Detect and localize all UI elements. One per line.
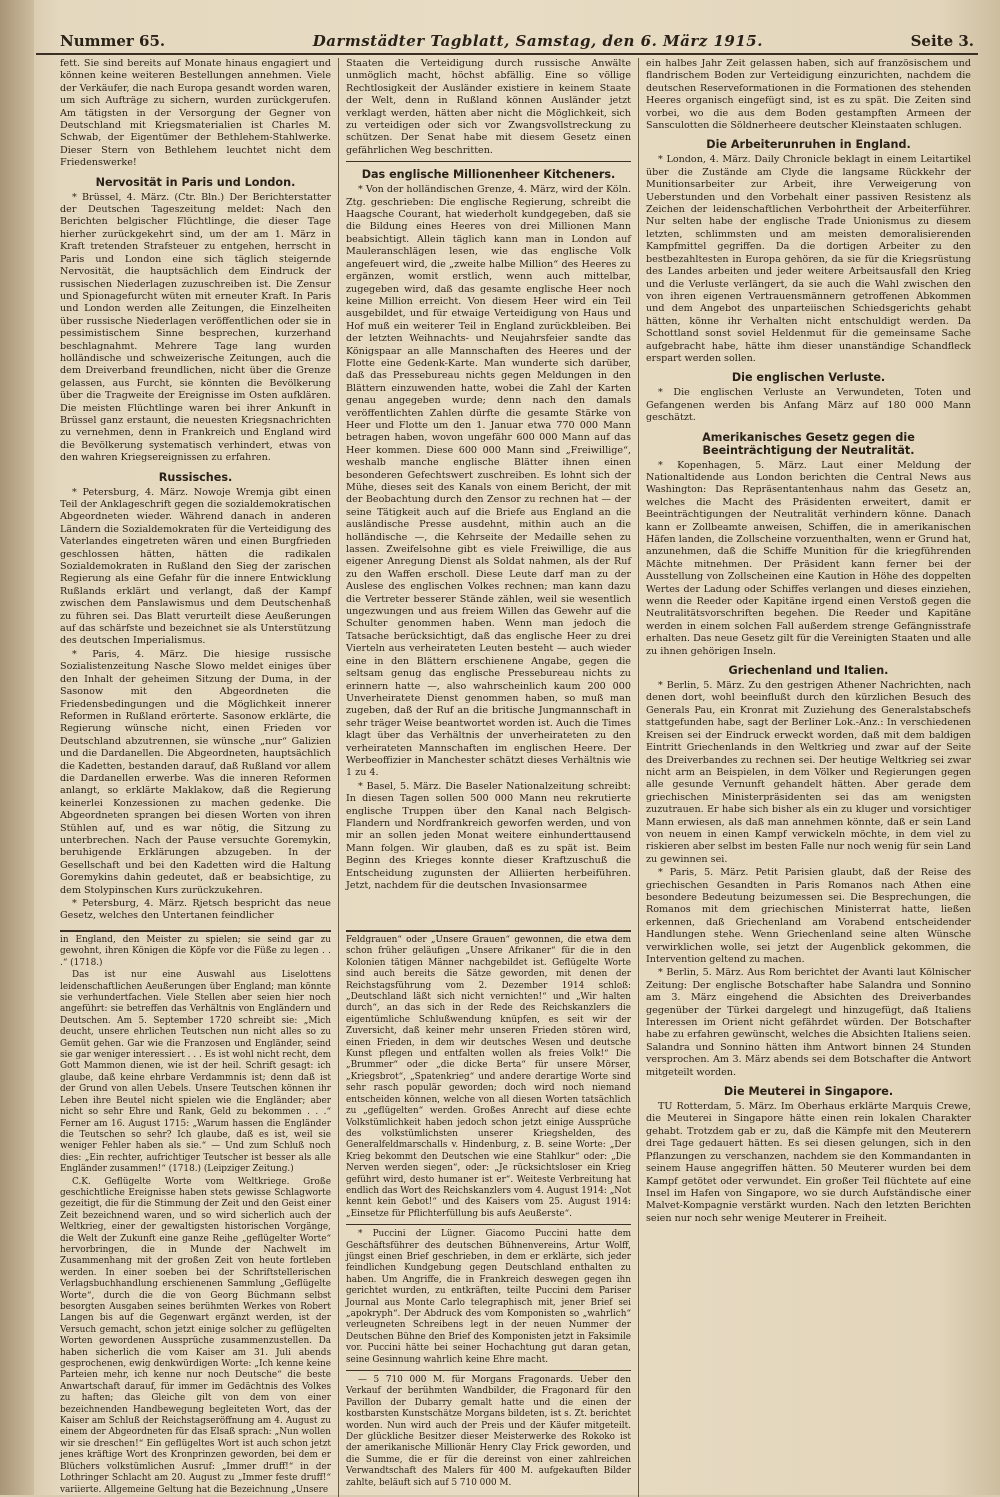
article-continuation: ein halbes Jahr Zeit gelassen haben, sich auf französischem und flandrischem Boden zur Verteidigung einzurichten, nachdem die deutschen Reserveformationen in die Formationen des stehenden Heeres organisch eingefügt sind, ist es zu spät. Die Zeiten sind vorbei, wo die aus dem Boden gestampften Armeen der Sansculotten die Söldnerheere deutscher Kleinstaaten schlugen. xyxy=(646,58,971,132)
divider xyxy=(346,1224,631,1225)
headline-arbeiterunruhen: Die Arbeiterunruhen in England. xyxy=(706,138,911,152)
article-continuation: Staaten die Verteidigung durch russische Anwälte unmöglich macht, höchst abfällig. Eine so völlige Rechtlosigkeit der Ausländer existiere in keinem Staate der Welt, denn in Rußland können Ausländer jetzt verklagt werden, hätten aber nicht die Möglichkeit, sich zu verteidigen oder sich vor Zwangsvollstreckung zu schützen. Der Senat habe mit diesem Gesetz einen gefährlichen Weg beschritten. xyxy=(346,58,631,156)
headline-millionenheer: Das englische Millionenheer Kitcheners. xyxy=(361,168,616,182)
article-continuation: fett. Sie sind bereits auf Monate hinaus engagiert und können keine weiteren Bestellungen annehmen. Viele der Verkäufer, die nach Europa gesandt worden waren, um sich Aufträge zu sichern, wurden zurückgerufen. Am tätigsten in der Versorgung der Gegner von Deutschland mit Kriegsmaterialien ist Charles M. Schwab, der Eigentümer der Bethlehem-Stahlwerke. Dieser Stern von Bethlehem leuchtet nicht dem Friedenswerke! xyxy=(60,58,331,169)
column-2-upper xyxy=(346,58,631,928)
article-paragraph: * Petersburg, 4. März. Nowoje Wremja gibt einen Teil der Anklageschrift gegen die sozialdemokratischen Abgeordneten wieder. Während danach in anderen Ländern die Sozialdemokraten für die Verteidigung des Vaterlandes eingetreten wären und einen Burgfrieden geschlossen hätten, hätten die radikalen Sozialdemokraten in Rußland den Sieg der zarischen Regierung als eine Gefahr für die innere Entwicklung Rußlands erklärt und verlangt, daß der Kampf zwischen dem Panslawismus und dem Deutschenhaß zu führen sei. Das Blatt verurteilt diese Aeußerungen auf das schärfste und bezeichnet sie als Unterstützung des deutschen Imperialismus. xyxy=(60,486,331,647)
article-paragraph: * Basel, 5. März. Die Baseler Nationalzeitung schreibt: In diesen Tagen sollen 500 000 Mann neu rekrutierte englische Truppen über den Kanal nach Belgisch-Flandern und Nordfrankreich geworfen werden, und von mir an sollen jeden Monat weitere einhunderttausend Mann folgen. Wir glauben, daß es zu spät ist. Beim Beginn des Krieges konnte dieser Kraftzuschuß die Entscheidung zugunsten der Alliierten herbeiführen. Jetzt, nachdem für die deutschen Invasionsarmee xyxy=(346,780,631,891)
article-paragraph: TU Rotterdam, 5. März. Im Oberhaus erklärte Marquis Crewe, die Meuterei in Singapore hätte einen rein lokalen Charakter gehabt. Trotzdem gab er zu, daß die Kämpfe mit den Meuterern drei Tage gedauert hätten. Es sei diesen gelungen, sich in den Pflanzungen zu verschanzen, nachdem sie den Kommandanten in seinem Hause angegriffen hätten. 50 Meuterer wurden bei dem Kampf getötet oder verwundet. Ein großer Teil flüchtete auf eine Insel im Hafen von Singapore, wo sie durch Aufständische einer Malvet-Kompagnie verstärkt wurden. Nach den letzten Berichten seien nur noch sehr wenige Meuterer in Freiheit. xyxy=(646,1101,971,1224)
headline-verluste: Die englischen Verluste. xyxy=(731,371,886,385)
feuilleton-left xyxy=(60,930,331,1496)
column-1-upper xyxy=(60,58,331,928)
column-1 xyxy=(36,58,338,1497)
article-paragraph: * Paris, 5. März. Petit Parisien glaubt, daß der Reise des griechischen Gesandten in Paris Romanos nach Athen eine besondere Bedeutung beizumessen sei. Die Besprechungen, die Romanos mit dem griechischen Ministerrat hatte, ließen erkennen, daß Griechenland am Vorabend entscheidender Handlungen stehe. Wenn Griechenland seine alten Wünsche verwirklichen wolle, sei jetzt der Augenblick gekommen, die Intervention geltend zu machen. xyxy=(646,867,971,965)
article-paragraph: * Berlin, 5. März. Aus Rom berichtet der Avanti laut Kölnischer Zeitung: Der englische Botschafter habe Salandra und Sonnino am 3. März eingehend die Absichten des Dreiverbandes gegenüber der Türkei dargelegt und hinzugefügt, daß Italiens Interessen im Orient nicht gefährdet würden. Der Botschafter habe zu erfahren gewünscht, welches die Absichten Italiens seien. Salandra und Sonnino hätten ihm Antwort binnen 24 Stunden versprochen. Am 3. März abends sei dem Botschafter die Antwort mitgeteilt worden. xyxy=(646,967,971,1078)
article-paragraph: * Brüssel, 4. März. (Ctr. Bln.) Der Berichterstatter der Deutschen Tageszeitung meldet: Nach den Berichten belgischer Flüchtlinge, die dieser Tage hierher zurückgekehrt sind, um der am 1. März in Kraft tretenden Strafsteuer zu entgehen, herrscht in Paris und London eine sich täglich steigernde Nervosität, die hauptsächlich dem Eindruck der russischen Niederlagen zuzuschreiben ist. Die Zensur und Spionagefurcht wüten mit erneuter Kraft. In Paris und London werden alle Zeitungen, die Einzelheiten über russische Niederlagen veröffentlichen oder sie in pessimistischem Sinne besprechen, kurzerhand beschlagnahmt. Mehrere Tage lang wurden holländische und schweizerische Zeitungen, auch die dem Dreiverband freundlichen, nicht über die Grenze gelassen, aus Furcht, sie könnten die Bevölkerung über die Tragweite der Ereignisse im Osten aufklären. Die meisten Flüchtlinge waren bei ihrer Ankunft in Brüssel ganz erstaunt, die neuesten Kriegsnachrichten zu vernehmen, denn in Frankreich und England wird die Bevölkerung systematisch verhindert, etwas von den wahren Kriegsereignissen zu erfahren. xyxy=(60,191,331,464)
divider xyxy=(346,1370,631,1371)
article-paragraph: * Die englischen Verluste an Verwundeten, Toten und Gefangenen werden bis Anfang März auf 180 000 Mann geschätzt. xyxy=(646,387,971,424)
feuilleton-paragraph: Feldgrauen“ oder „Unsere Grauen“ gewonnen, die etwa dem schon früher geläufigen „Unsere Afrikaner“ für die in den Kolonien tätigen Männer nachgebildet ist. Geflügelte Worte sind auch bereits die Sätze geworden, mit denen der Reichstagsführung vom 2. Dezember 1914 schloß: „Deutschland läßt sich nicht vernichten!“ und „Wir halten durch“, an das sich in der Rede des Reichskanzlers die eigentümliche Schlußwendung knüpfen, es seit wir der Zuversicht, daß keiner mehr unseren Frieden stören wird, einen Frieden, in dem wir deutsches Wesen und deutsche Kunst pflegen und entfalten wollen als freies Volk!“ Die „Brummer“ oder „die dicke Berta“ für unsere Mörser, „Kriegsbrot“, „Spatenkrieg“ und andere derartige Worte sind sehr rasch populär geworden; doch wird noch niemand entscheiden können, welche von all diesen Worten tatsächlich zu „geflügelten“ werden. Großes Anrecht auf diese echte Volkstümlichkeit haben jedoch schon jetzt einige Aussprüche des volkstümlichsten unserer Kriegshelden, des Generalfeldmarschalls v. Hindenburg, z. B. seine Worte: „Der Krieg bekommt den Deutschen wie eine Stahlkur“ oder: „Die Nerven werden siegen“, oder: „Je rücksichtsloser ein Krieg geführt wird, desto humaner ist er“. Weiteste Verbreitung hat endlich das Wort des Reichskanzlers vom 4. August 1914: „Not kennt kein Gebot!“ und des Kaisers vom 25. August 1914: „Einsetze für Pflichterfüllung bis aufs Aeußerste“. xyxy=(346,935,631,1219)
column-grid xyxy=(36,58,978,1497)
feuilleton-paragraph: in England, den Meister zu spielen; sie seind gar zu gewohnt, ihren Königen die Köpfe vor die Füße zu legen . . .“ (1718.) xyxy=(60,935,331,968)
page-number: Seite 3. xyxy=(910,32,974,50)
divider xyxy=(346,161,631,162)
article-paragraph: * Petersburg, 4. März. Rjetsch bespricht das neue Gesetz, welches den Untertanen feindlicher xyxy=(60,898,331,922)
headline-griechenland-italien: Griechenland und Italien. xyxy=(728,664,889,678)
column-3 xyxy=(638,58,978,1497)
column-2 xyxy=(338,58,638,1497)
feuilleton-paragraph: * Puccini der Lügner. Giacomo Puccini hatte dem Geschäftsführer des deutschen Bühnenvereins, Artur Wolff, jüngst einen Brief geschrieben, in dem er erklärte, sich jeder feindlichen Kundgebung gegen Deutschland enthalten zu haben. Um Angriffe, die in Frankreich deswegen gegen ihn gerichtet wurden, zu entkräften, teilte Puccini dem Pariser Journal aus Monte Carlo telegraphisch mit, jener Brief sei „apokryph“. Der Abdruck des vom Komponisten so „wahrlich“ verleugneten Schreibens legt in der neuen Nummer der Deutschen Bühne den Brief des Komponisten jetzt in Faksimile vor. Puccini hätte bei seiner Hochachtung gut daran getan, seine Gesinnung wahrlich keine Ehre macht. xyxy=(346,1229,631,1365)
article-paragraph: * Paris, 4. März. Die hiesige russische Sozialistenzeitung Nasche Slowo meldet einiges über den Inhalt der geheimen Sitzung der Duma, in der Sasonow mit den Abgeordneten die Friedensbedingungen und die Möglichkeit innerer Reformen in Rußland erörterte. Sasonow erklärte, die Regierung wünsche nicht, einen Frieden vor Deutschland abzutrennen, sie wünsche „nur“ Galizien und die Dardanellen. Die Abgeordneten, hauptsächlich die Kadetten, bestanden darauf, daß Rußland vor allem die Dardanellen erwerbe. Was die inneren Reformen anlangt, so erklärte Maklakow, daß die Regierung keinerlei Konzessionen zu machen gedenke. Die Abgeordneten sprangen bei diesen Worten von ihren Stühlen auf, und es war nötig, die Sitzung zu unterbrechen. Nach der Pause versuchte Goremykin, beruhigende Erklärungen abzugeben. In der Gesellschaft und bei den Kadetten wird die Haltung Goremykins dahin gedeutet, daß er beabsichtige, zu dem Stolypinschen Kurs zurückzukehren. xyxy=(60,648,331,896)
feuilleton-paragraph: — 5 710 000 M. für Morgans Fragonards. Ueber den Verkauf der berühmten Wandbilder, die Fragonard für den Pavillon der Dubarry gemalt hatte und die einen der kostbarsten Kunstschätze Morgans bildeten, ist s. Zt. berichtet worden. Nun wird auch der Preis und der Käufer mitgeteilt. Der glückliche Besitzer dieser Meisterwerke des Rokoko ist der amerikanische Millionär Henry Clay Frick geworden, und die Summe, die er für die dereinst von einer zahlreichen Verwandtschaft des Malers für 400 M. aufgekauften Bilder zahlte, beläuft sich auf 5 710 000 M. xyxy=(346,1375,631,1488)
headline-russisches: Russisches. xyxy=(158,470,233,484)
article-paragraph: * Berlin, 5. März. Zu den gestrigen Athener Nachrichten, nach denen dort, wohl beeinflußt durch den kürzlichen Besuch des Generals Pau, ein Kronrat mit Zuziehung des Generalstabschefs stattgefunden habe, sagt der Berliner Lok.-Anz.: In verschiedenen Kreisen sei der Eindruck erweckt worden, daß mit dem baldigen Eintritt Griechenlands in den Weltkrieg und zwar auf der Seite des Dreiverbandes zu rechnen sei. Der heutige Weltkrieg sei zwar nicht arm an Beispielen, in dem Völker und Regierungen gegen alle gesunde Vernunft gehandelt hätten. Aber gerade dem griechischen Ministerpräsidenten sei das am wenigsten zuzutrauen. Er habe sich bisher als ein zu kluger und vorsichtiger Mann erwiesen, als daß man annehmen könnte, daß er sein Land von neuem in einen Kampf verwickeln möchte, in dem viel zu riskieren aber selbst im besten Falle nur noch wenig für sein Land zu gewinnen sei. xyxy=(646,680,971,865)
headline-amerikanisches-gesetz: Amerikanisches Gesetz gegen die Beeinträchtigung der Neutralität. xyxy=(702,430,915,457)
article-paragraph: * London, 4. März. Daily Chronicle beklagt in einem Leitartikel über die Zustände am Clyde die langsame Rückkehr der Munitionsarbeiter zur Arbeit, ihre Verweigerung von Ueberstunden und den Vorbehalt einer passiven Resistenz als Zeichen der leidenschaftlichen Verbohrtheit der Arbeiterführer. Nur selten habe der englische Trade Unionismus zu diesem letzten, schlimmsten und am meisten demoralisierenden Kampfmittel gegriffen. Da die dortigen Arbeiter zu den bestbezahltesten in Europa gehören, da sie für die Kriegsrüstung des Landes arbeiten und jeder weitere Arbeitsausfall den Krieg und die Verluste verlängert, da sie auch die Wahl zwischen den von ihren eigenen Vertrauensmännern getroffenen Abkommen und dem Angebot des unparteiischen Schiedsgerichts gehabt hätten, könne ihr Verhalten nicht entschuldigt werden. Da Schottland sonst soviel Heldenmut für die gemeinsame Sache aufgebracht habe, hätte ihm dieser unanständige Schandfleck erspart werden sollen. xyxy=(646,154,971,364)
headline-meuterei-singapore: Die Meuterei in Singapore. xyxy=(723,1085,894,1099)
feuilleton-paragraph: Das ist nur eine Auswahl aus Liselottens leidenschaftlichen Aeußerungen über England; man könnte sie verhundertfachen. Viele Stellen aber seien hier noch angeführt: sie betreffen das Verhältnis von Engländern und Deutschen. Am 5. September 1720 schreibt sie: „Mich deucht, unsere ehrlichen Teutschen nun nicht alles so zu Gemüt gehen. Gar wie die Franzosen und Engländer, seind sie gar weniger interessiert . . . Es ist wohl nicht recht, dem Gott Mammon dienen, wie ist der heil. Schrift gesagt: ich glaube, daß keine ehrbare Verdammnis ist; denn daß ist der Grund von allen Uebels. Unsere Teutschen können ihr Leben ihre Beutel nicht spielen wie die Engländer; aber nicht so sehr Ehre und Rank, Geld zu bekommen . . .“ Ferner am 16. August 1715: „Warum hassen die Engländer die Teutschen so sehr? Ich glaube, daß es ist, weil sie weniger Fehler haben als sie.“ — Und zum Schluß noch dies: „Ein rechter, aufrichtiger Teutscher ist besser als alle Engländer zusammen!“ (1718.) (Leipziger Zeitung.) xyxy=(60,970,331,1175)
article-paragraph: * Von der holländischen Grenze, 4. März, wird der Köln. Ztg. geschrieben: Die englische Regierung, schreibt die Haagsche Courant, hat wiederholt kundgegeben, daß sie die Bildung eines Heeres von drei Millionen Mann beabsichtigt. Allein täglich kann man in London auf Mauleranschlägen lesen, wie das englische Volk angefeuert wird, die „zweite halbe Million“ des Heeres zu ergänzen, womit erstlich, wenn auch mittelbar, zugegeben wird, daß das gesamte englische Heer noch keine Million erreicht. Von diesem Heer wird ein Teil ausgebildet, und für etwaige Verteidigung von Haus und Hof muß ein weiterer Teil in England zurückbleiben. Bei der letzten Weihnachts- und Neujahrsfeier sandte das Königspaar an alle Mannschaften des Heeres und der Flotte eine Gedenk-Karte. Man wunderte sich darüber, daß das Pressebureau nichts gegen Meldungen in den Blättern einzuwenden hatte, wobei die Zahl der Karten genau angegeben wurde; denn nach den damals veröffentlichten Zahlen dürfte die gesamte Stärke von Heer und Flotte um den 1. Januar etwa 770 000 Mann betragen haben, wovon ungefähr 600 000 Mann auf das Heer kommen. Diese 600 000 Mann sind „Freiwillige“, weshalb manche englische Blätter ihnen einen besonderen Gefechtswert zuschreiben. Es lohnt sich der Mühe, dieses seit des Kanals von einem Bericht, der mit der Beobachtung durch den Zensor zu rechnen hat — der seine Tätigkeit auch auf die Briefe aus England an die ausländische Presse ausdehnt, mithin auch an die holländische —, die Kehrseite der Medaille sehen zu lassen. Zweifelsohne gibt es viele Freiwillige, die aus eigener Anregung Dienst als Soldat nahmen, als der Ruf zu den Waffen erscholl. Diese Leute darf man zu der Auslese des englischen Volkes rechnen; man kann dazu die Vertreter besserer Stände zählen, weil sie wesentlich ungezwungen und aus freiem Willen das Gewehr auf die Schulter genommen haben. Wenn man jedoch die Tatsache berücksichtigt, daß das englische Heer zu drei Vierteln aus verheirateten Leuten besteht — auch wieder eine in den Blättern erschienene Angabe, gegen die seltsam genug das englische Pressebureau nichts zu erinnern hatte —, also wahrscheinlich kaum 200 000 Unverheiratete Dienst genommen haben, so muß man zugeben, daß der Ruf an die britische Jungmannschaft in sehr träger Weise beantwortet worden ist. Auch die Times klagt über das Verhältnis der unverheirateten zu den verheirateten Mannschaften im englischen Heere. Der Werbeoffizier in Manchester schätzt dieses Verhältnis wie 1 zu 4. xyxy=(346,184,631,779)
article-paragraph: * Kopenhagen, 5. März. Laut einer Meldung der Nationaltidende aus London berichten die Central News aus Washington: Das Repräsentantenhaus nahm das Gesetz an, welches die Macht des Präsidenten erweitert, damit er Beeinträchtigungen der Neutralität verhindern könne. Danach kann er Zollbeamte anweisen, Schiffen, die in amerikanischen Häfen landen, die Zollscheine vorzuenthalten, wenn er Grund hat, anzunehmen, daß die Schiffe Munition für die kriegführenden Mächte mitnehmen. Der Präsident kann ferner bei der Ausstellung von Zollscheinen eine Kaution in Höhe des doppelten Wertes der Ladung oder Schiffes verlangen und dieses einziehen, wenn die Reeder oder Kapitäne irgend einen Verstoß gegen die Neutralitätsvorschriften begehen. Die Reeder und Kapitäne werden in einem solchen Fall außerdem strenge Gefängnisstrafe erhalten. Das neue Gesetz gilt für die Vereinigten Staaten und alle zu ihnen gehörigen Inseln. xyxy=(646,459,971,657)
feuilleton-paragraph: C.K. Geflügelte Worte vom Weltkriege. Große geschichtliche Ereignisse haben stets gewisse Schlagworte gezeitigt, die für die Stimmung der Zeit und den Geist einer Zeit bezeichnend waren, und so wird sicherlich auch der Weltkrieg, einer der gewaltigsten historischen Vorgänge, die Welt der Zukunft eine ganze Reihe „geflügelter Worte“ hervorbringen, die in Munde der Nachwelt im Zusammenhang mit der großen Zeit von heute fortleben werden. In einer soeben bei der Schriftstellerischen Verlagsbuchhandlung erschienenen Sammlung „Geflügelte Worte“, durch die die von Georg Büchmann selbst besorgten Ausgaben seines berühmten Werkes von Robert Langen bis auf die Gegenwart ergänzt werden, ist der Versuch gemacht, schon jetzt einige solcher zu geflügelten Worten gewordenen Aussprüche zusammenzustellen. Da haben sicherlich die vom Kaiser am 31. Juli abends gesprochenen, ewig denkwürdigen Worte: „Ich kenne keine Parteien mehr, ich kenne nur noch Deutsche“ die beste Anwartschaft darauf, für immer im Gedächtnis des Volkes zu haften; das Gleiche gilt von dem von einer bezeichnenden Handbewegung begleiteten Wort, das der Kaiser am Schluß der Reichstagseröffnung am 4. August zu einem der Abgeordneten für das Elsaß sprach: „Nun wollen wir sie dreschen!“ Ein geflügeltes Wort ist auch schon jetzt jenes kräftige Wort des Kronprinzen geworden, bei dem er Blüchers volkstümlichen Ausruf: „Immer druff!“ in der Lothringer Schlacht am 20. August zu „Immer feste druff!“ variierte. Allgemeine Geltung hat die Bezeichnung „Unsere xyxy=(60,1176,331,1495)
feuilleton-middle xyxy=(346,930,631,1489)
newspaper-title-date: Darmstädter Tagblatt, Samstag, den 6. März 1915. xyxy=(312,32,763,50)
issue-number: Nummer 65. xyxy=(60,32,166,50)
masthead xyxy=(36,32,978,55)
headline-nervositaet: Nervosität in Paris und London. xyxy=(95,175,296,189)
